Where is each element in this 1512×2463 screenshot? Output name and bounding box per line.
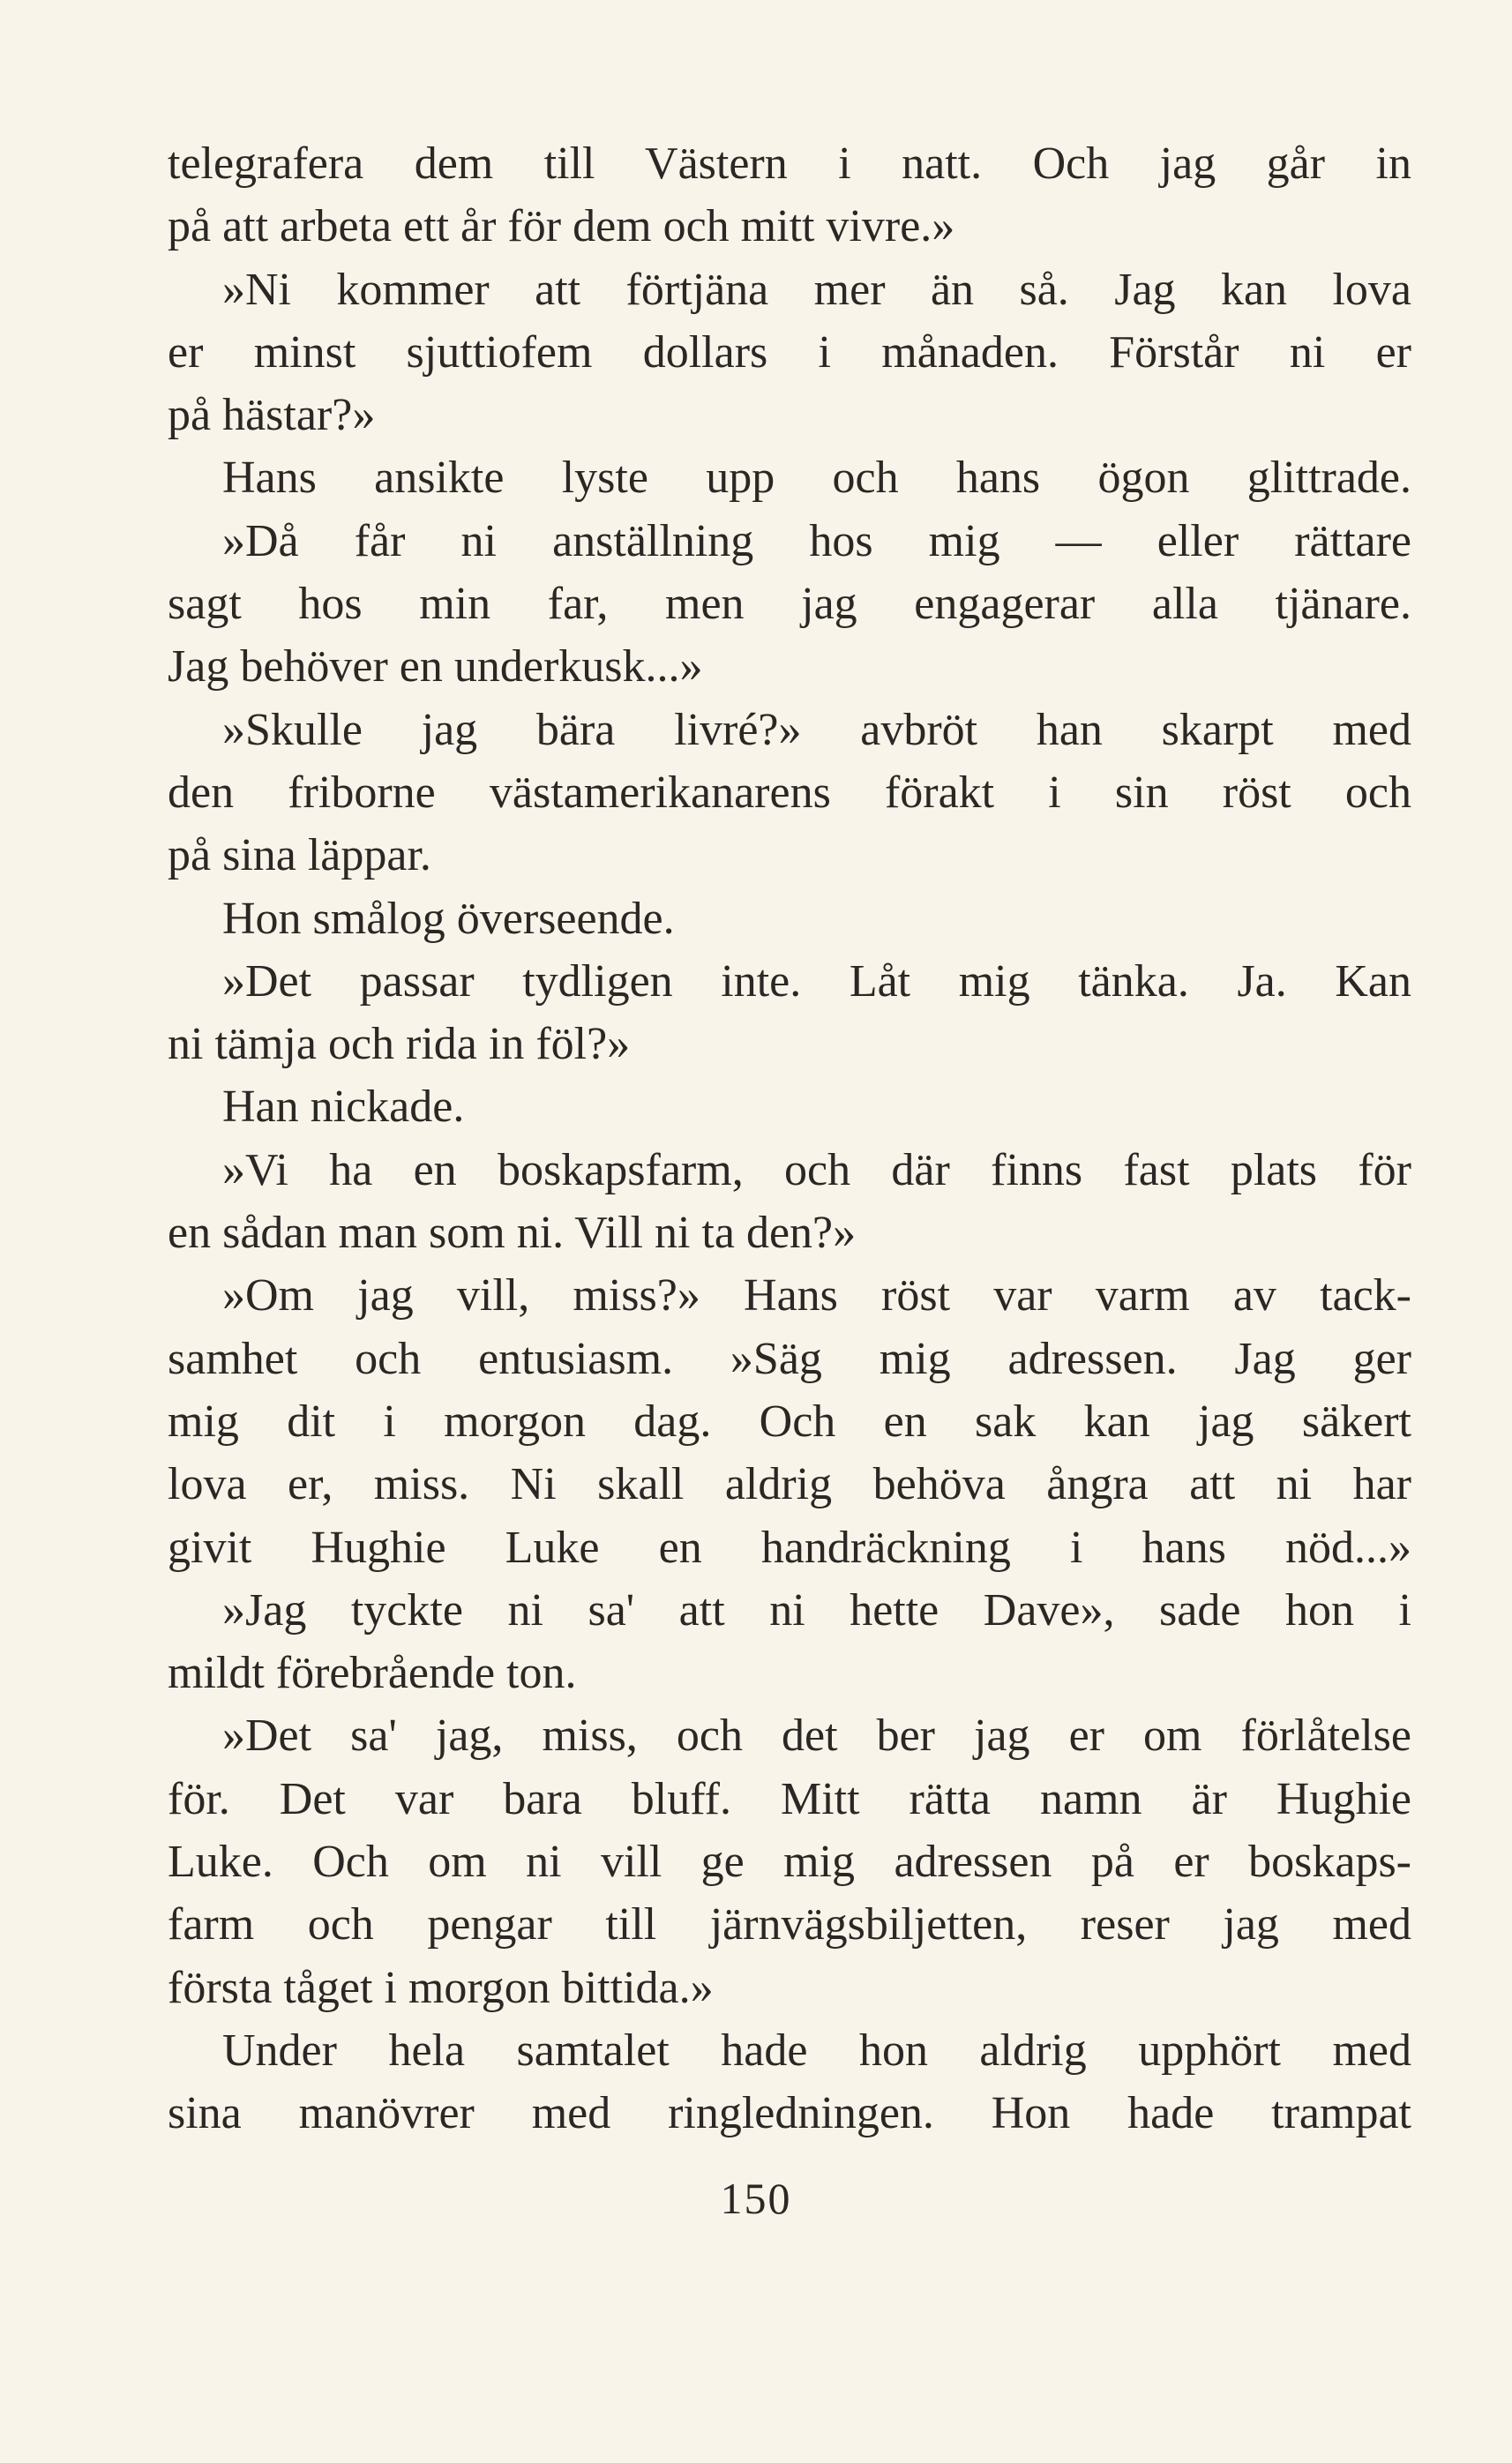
text-line: farm och pengar till järnvägsbiljetten, reser jag med bbox=[168, 1899, 1411, 1950]
text-line: en sådan man som ni. Vill ni ta den?» bbox=[168, 1208, 857, 1259]
text-line: »Jag tyckte ni sa' att ni hette Dave», sade hon i bbox=[222, 1584, 1411, 1636]
text-line: sagt hos min far, men jag engagerar alla tjänare. bbox=[168, 579, 1411, 630]
text-line: telegrafera dem till Västern i natt. Och jag går in bbox=[168, 138, 1411, 189]
text-line: »Om jag vill, miss?» Hans röst var varm av tack- bbox=[222, 1270, 1411, 1321]
text-line: mig dit i morgon dag. Och en sak kan jag säkert bbox=[168, 1396, 1411, 1447]
text-line: Under hela samtalet hade hon aldrig upphört med bbox=[222, 2025, 1411, 2076]
text-line: givit Hughie Luke en handräckning i hans nöd...» bbox=[168, 1522, 1411, 1573]
text-line: »Det passar tydligen inte. Låt mig tänka. Ja. Kan bbox=[222, 955, 1411, 1007]
text-line: Luke. Och om ni vill ge mig adressen på er boskaps- bbox=[168, 1837, 1411, 1888]
page-number: 150 bbox=[720, 2174, 792, 2223]
text-line: den friborne västamerikanarens förakt i sin röst och bbox=[168, 767, 1411, 818]
text-line: på hästar?» bbox=[168, 390, 376, 441]
text-line: mildt förebrående ton. bbox=[168, 1648, 577, 1699]
text-line: på sina läppar. bbox=[168, 830, 431, 881]
text-line: »Då får ni anställning hos mig — eller rättare bbox=[222, 515, 1411, 566]
text-line: Hans ansikte lyste upp och hans ögon glittrade. bbox=[222, 453, 1411, 504]
text-line: för. Det var bara bluff. Mitt rätta namn är Hughie bbox=[168, 1773, 1411, 1824]
text-line: sina manövrer med ringledningen. Hon hade trampat bbox=[168, 2088, 1411, 2139]
text-line: »Skulle jag bära livré?» avbröt han skarpt med bbox=[222, 704, 1411, 755]
text-line: Han nickade. bbox=[222, 1082, 465, 1133]
text-line: ni tämja och rida in föl?» bbox=[168, 1019, 631, 1070]
text-line: »Vi ha en boskapsfarm, och där finns fast plats för bbox=[222, 1144, 1411, 1195]
text-line: samhet och entusiasm. »Säg mig adressen. Jag ger bbox=[168, 1333, 1411, 1384]
body-text bbox=[168, 132, 1411, 2145]
text-line: Hon smålog överseende. bbox=[222, 893, 675, 944]
text-line: första tåget i morgon bittida.» bbox=[168, 1962, 714, 2013]
text-line: »Ni kommer att förtjäna mer än så. Jag kan lova bbox=[222, 264, 1411, 315]
text-line: »Det sa' jag, miss, och det ber jag er om förlåtelse bbox=[222, 1711, 1411, 1762]
text-line: på att arbeta ett år för dem och mitt vivre.» bbox=[168, 201, 955, 252]
text-line: Jag behöver en underkusk...» bbox=[168, 641, 703, 692]
text-line: lova er, miss. Ni skall aldrig behöva ångra att ni har bbox=[168, 1459, 1411, 1510]
text-line: er minst sjuttiofem dollars i månaden. Förstår ni er bbox=[168, 326, 1411, 378]
